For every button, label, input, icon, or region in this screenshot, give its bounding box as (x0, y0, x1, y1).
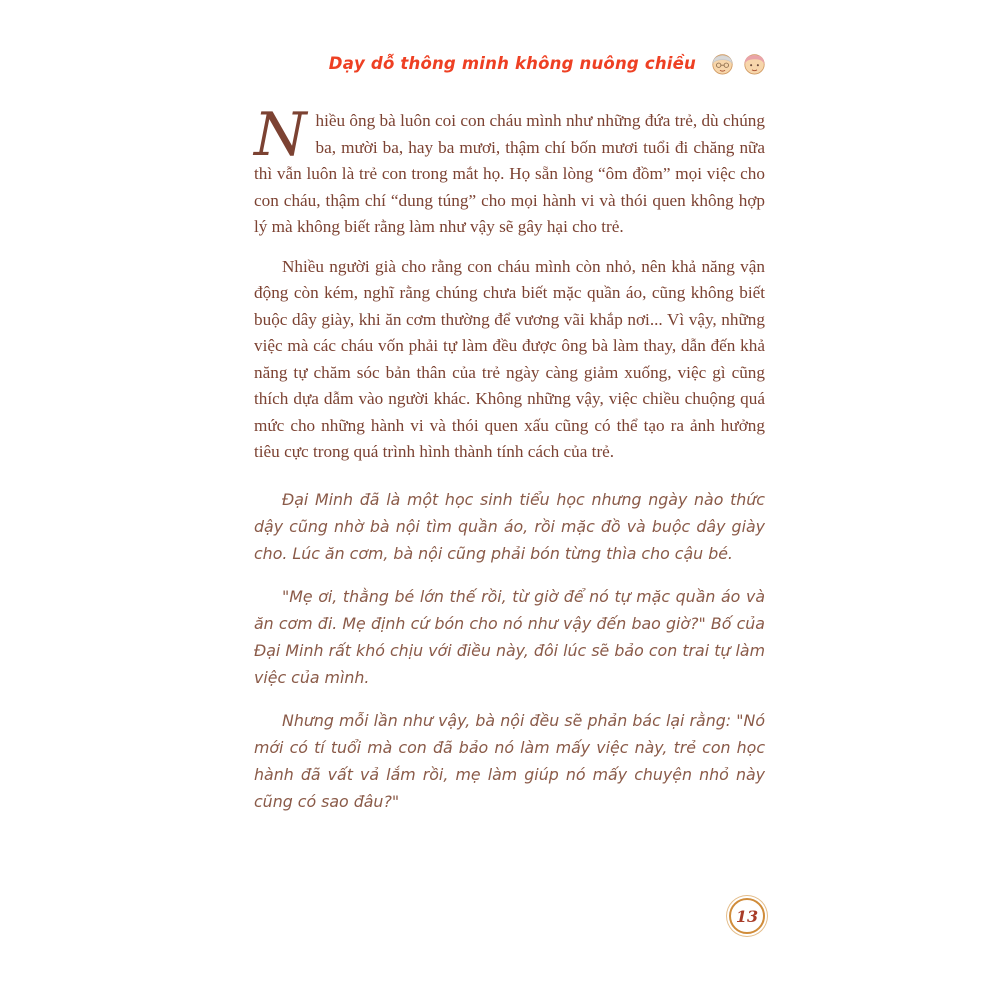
page-number-badge (729, 898, 765, 934)
story-paragraph-1: Đại Minh đã là một học sinh tiểu học nhưng ngày nào thức dậy cũng nhờ bà nội tìm quần áo, rồi mặc đồ và buộc dây giày cho. Lúc ăn cơm, bà nội cũng phải bón từng thìa cho cậu bé. (254, 489, 765, 563)
dropcap-letter: N (254, 100, 307, 170)
paragraph-2: Nhiều người già cho rằng con cháu mình còn nhỏ, nên khả năng vận động còn kém, nghĩ rằng chúng chưa biết mặc quần áo, cũng không biết buộc dây giày, khi ăn cơm thường để vương vãi khắp nơi... Vì vậy, những việc mà các cháu vốn phải tự làm đều được ông bà làm thay, dẫn đến khả năng tự chăm sóc bản thân của trẻ ngày càng giảm xuống, việc gì cũng thích dựa dẫm vào người khác. Không những vậy, việc chiều chuộng quá mức cho những hành vi và thói quen xấu cũng có thể tạo ra ảnh hưởng tiêu cực trong quá trình hình thành tính cách của trẻ. (254, 256, 765, 461)
story-paragraph-2: "Mẹ ơi, thằng bé lớn thế rồi, từ giờ để nó tự mặc quần áo và ăn cơm đi. Mẹ định cứ bón cho nó như vậy đến bao giờ?" Bố của Đại Minh rất khó chịu với điều này, đôi lúc sẽ bảo con trai tự làm việc của mình. (254, 586, 765, 687)
story-paragraph-3: Nhưng mỗi lần như vậy, bà nội đều sẽ phản bác lại rằng: "Nó mới có tí tuổi mà con đã bảo nó làm mấy việc này, trẻ con học hành đã vất vả lắm rồi, mẹ làm giúp nó mấy chuyện nhỏ này cũng có sao đâu?" (254, 710, 765, 811)
running-head-title: Dạy dỗ thông minh không nuông chiều (328, 54, 696, 73)
paragraph-1 (254, 100, 765, 241)
grandpa-icon (709, 50, 736, 77)
grandma-icon (741, 50, 768, 77)
paragraph-1-text: hiều ông bà luôn coi con cháu mình như những đứa trẻ, dù chúng ba, mười ba, hay ba mươi, thậm chí bốn mươi tuổi đi chăng nữa thì vẫn luôn là trẻ con trong mắt họ. Họ sẵn lòng “ôm đồm” mọi việc cho con cháu, thậm chí “dung túng” cho mọi hành vi và thói quen không hợp lý mà không biết rằng làm như vậy sẽ gây hại cho trẻ. (254, 111, 765, 236)
page-content (254, 100, 765, 815)
page-header (329, 50, 768, 77)
page-number: 13 (735, 906, 759, 926)
